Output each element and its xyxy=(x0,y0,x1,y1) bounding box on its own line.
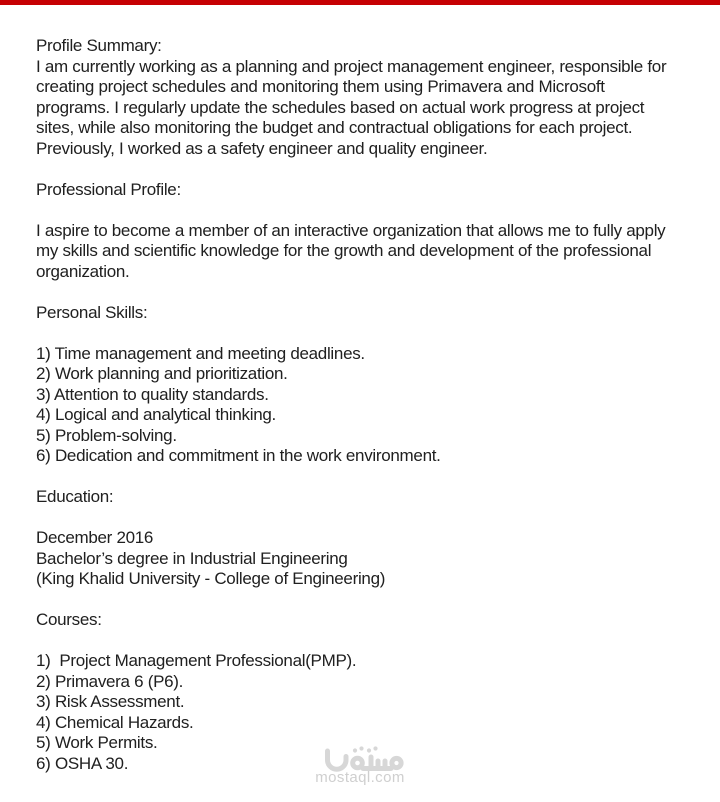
text-line: Bachelor’s degree in Industrial Engineering xyxy=(36,548,348,568)
blank-line xyxy=(36,590,720,611)
blank-line xyxy=(36,631,720,652)
text-line: (King Khalid University - College of Engineering) xyxy=(36,569,386,588)
blank-line xyxy=(36,159,720,180)
text-line: 1) Project Management Professional(PMP). xyxy=(36,651,357,670)
text-line: 2) Primavera 6 (P6). xyxy=(36,671,184,691)
text-line: 3) Attention to quality standards. xyxy=(36,384,269,404)
blank-line xyxy=(36,323,720,344)
blank-line xyxy=(36,282,720,303)
section-heading: Education: xyxy=(36,487,114,506)
blank-line xyxy=(36,508,720,529)
text-line: 6) Dedication and commitment in the work environment. xyxy=(36,446,441,465)
text-line: organization. xyxy=(36,261,130,281)
section-heading: Courses: xyxy=(36,610,102,629)
text-line: 4) Logical and analytical thinking. xyxy=(36,405,276,424)
text-line: 2) Work planning and prioritization. xyxy=(36,364,288,383)
text-line: 1) Time management and meeting deadlines. xyxy=(36,343,365,363)
text-line: sites, while also monitoring the budget and contractual obligations for each project. xyxy=(36,118,633,137)
blank-line xyxy=(36,467,720,488)
text-line: 6) OSHA 30. xyxy=(36,753,129,773)
top-accent-bar xyxy=(0,0,720,5)
section-heading: Profile Summary: xyxy=(36,36,162,55)
text-line: 5) Work Permits. xyxy=(36,733,158,752)
text-line: creating project schedules and monitoring them using Primavera and Microsoft xyxy=(36,77,605,96)
text-line: 3) Risk Assessment. xyxy=(36,692,185,711)
blank-line xyxy=(36,200,720,221)
text-line: 4) Chemical Hazards. xyxy=(36,712,194,732)
document-body xyxy=(36,36,720,774)
text-line: 5) Problem-solving. xyxy=(36,425,177,445)
text-line: I am currently working as a planning and project management engineer, responsible for xyxy=(36,56,667,76)
text-line: December 2016 xyxy=(36,528,154,547)
watermark-site-text: mostaql.com xyxy=(315,769,405,786)
section-heading: Personal Skills: xyxy=(36,302,148,322)
text-line: Previously, I worked as a safety engineer and quality engineer. xyxy=(36,138,488,158)
section-heading: Professional Profile: xyxy=(36,179,181,199)
text-line: my skills and scientific knowledge for the growth and development of the professional xyxy=(36,241,652,260)
text-line: programs. I regularly update the schedules based on actual work progress at project xyxy=(36,97,645,117)
text-line: I aspire to become a member of an interactive organization that allows me to fully apply xyxy=(36,220,666,240)
